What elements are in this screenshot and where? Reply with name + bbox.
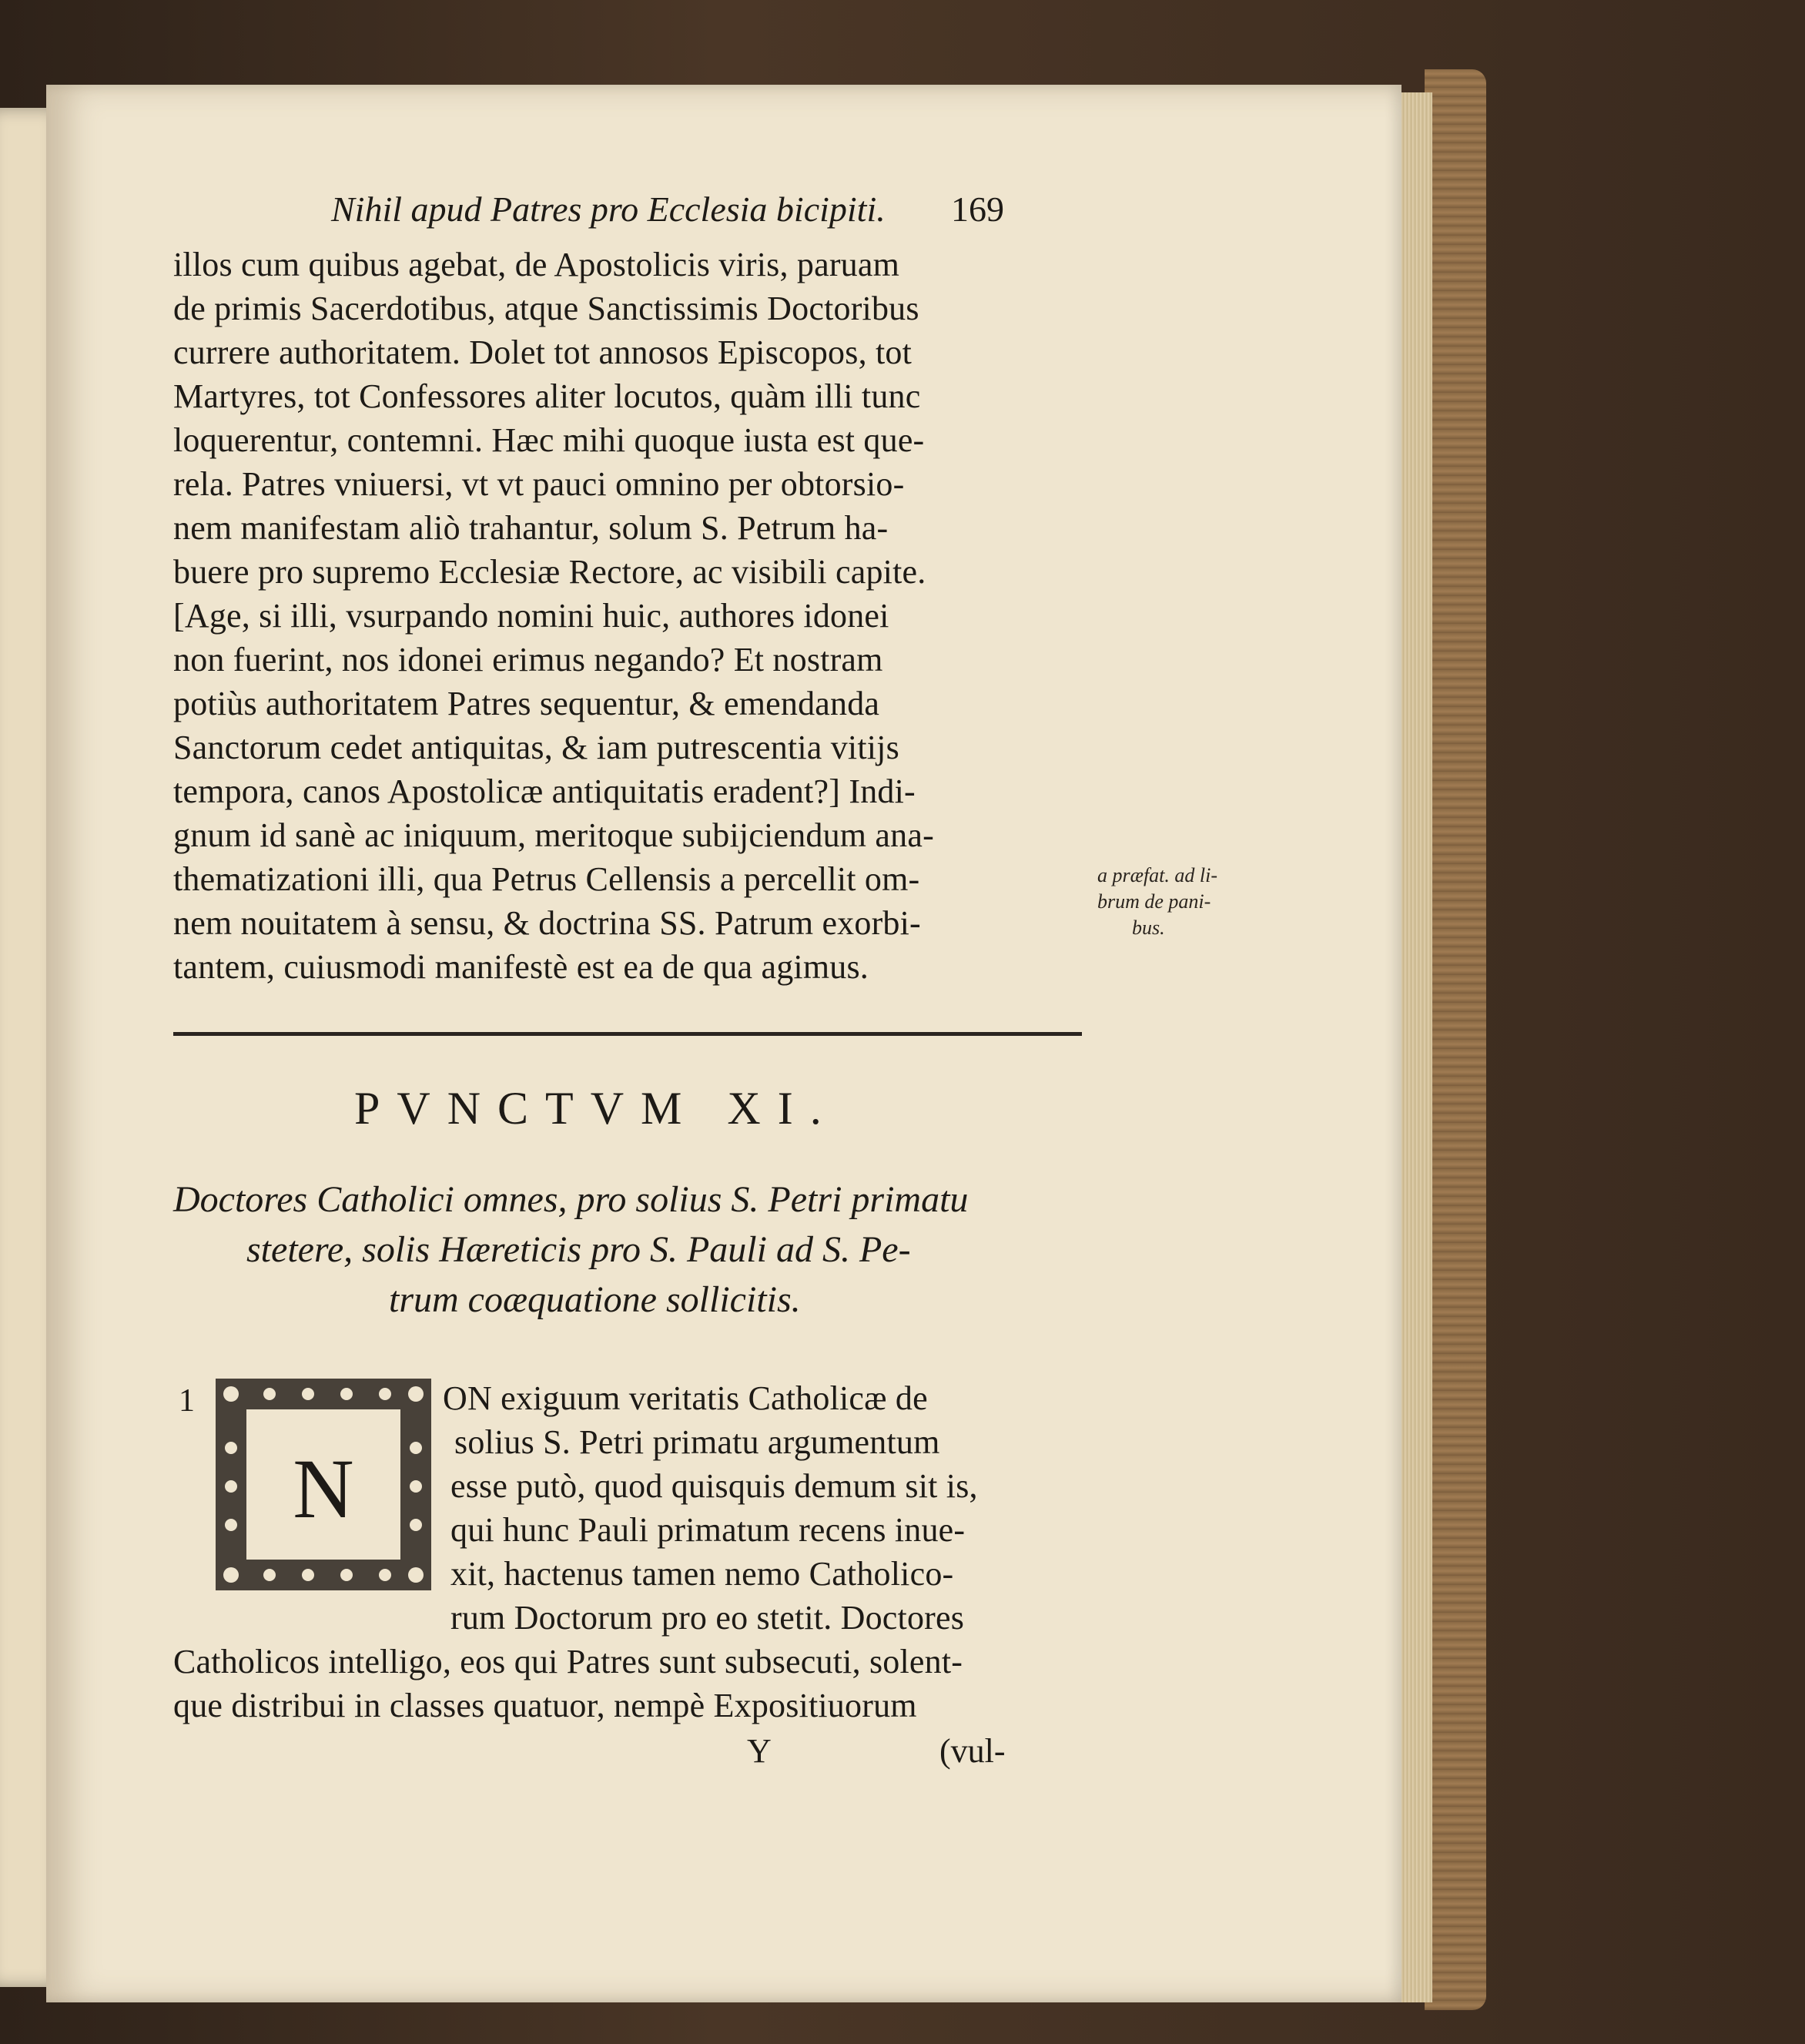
initial-letter: N (293, 1442, 354, 1536)
subtitle-line: Doctores Catholici omnes, pro solius S. Petri primatu (173, 1179, 969, 1220)
text-line: buere pro supremo Ecclesiæ Rectore, ac visibili capite. (173, 553, 926, 591)
margin-note-line: brum de pani- (1097, 890, 1211, 913)
text-line: ON exiguum veritatis Catholicæ de (443, 1379, 928, 1417)
text-line: loquerentur, contemni. Hæc mihi quoque iusta est que- (173, 421, 925, 459)
text-line: rum Doctorum pro eo stetit. Doctores (450, 1599, 965, 1637)
text-line: nem nouitatem à sensu, & doctrina SS. Patrum exorbi- (173, 904, 921, 942)
text-line: currere authoritatem. Dolet tot annosos Episcopos, tot (173, 333, 913, 371)
text-line: esse putò, quod quisquis demum sit is, (450, 1467, 978, 1505)
margin-note-line: bus. (1132, 916, 1165, 939)
text-line: nem manifestam aliò trahantur, solum S. Petrum ha- (173, 509, 889, 547)
page-number: 169 (951, 189, 1004, 229)
running-head: Nihil apud Patres pro Ecclesia bicipiti. (331, 189, 886, 229)
catchword: (vul- (939, 1732, 1006, 1770)
margin-note-line: a præfat. ad li- (1097, 864, 1218, 886)
text-line: potiùs authoritatem Patres sequentur, & emendanda (173, 685, 880, 722)
text-line: que distribui in classes quatuor, nempè Expositiuorum (173, 1687, 917, 1724)
section-rule (173, 1032, 1082, 1036)
subtitle-line: stetere, solis Hæreticis pro S. Pauli ad S. Pe- (246, 1229, 911, 1270)
text-line: Martyres, tot Confessores aliter locutos, quàm illi tunc (173, 377, 921, 415)
text-line: qui hunc Pauli primatum recens inue- (450, 1511, 966, 1549)
text-line: solius S. Petri primatu argumentum (454, 1423, 940, 1461)
text-line: [Age, si illi, vsurpando nomini huic, authores idonei (173, 597, 889, 635)
text-line: non fuerint, nos idonei erimus negando? Et nostram (173, 641, 883, 679)
text-line: thematizationi illi, qua Petrus Cellensis a percellit om- (173, 860, 920, 898)
text-line: illos cum quibus agebat, de Apostolicis viris, paruam (173, 246, 900, 283)
back-board (1425, 69, 1486, 2010)
text-line: xit, hactenus tamen nemo Catholico- (450, 1555, 954, 1593)
text-line: tempora, canos Apostolicæ antiquitatis eradent?] Indi- (173, 772, 916, 810)
section-heading: PVNCTVM XI. (354, 1083, 839, 1134)
decorated-initial (212, 1375, 435, 1594)
text-line: Catholicos intelligo, eos qui Patres sunt subsecuti, solent- (173, 1643, 963, 1680)
signature-mark: Y (747, 1732, 772, 1770)
text-line: rela. Patres vniuersi, vt vt pauci omnino per obtorsio- (173, 465, 905, 503)
text-line: de primis Sacerdotibus, atque Sanctissimis Doctoribus (173, 290, 919, 327)
paragraph-number: 1 (179, 1383, 195, 1419)
subtitle-line: trum coæquatione sollicitis. (389, 1279, 801, 1320)
ornament-icon (212, 1375, 435, 1594)
text-line: tantem, cuiusmodi manifestè est ea de qua agimus. (173, 948, 869, 986)
text-line: Sanctorum cedet antiquitas, & iam putrescentia vitijs (173, 729, 899, 766)
text-line: gnum id sanè ac iniquum, meritoque subijciendum ana- (173, 816, 934, 854)
